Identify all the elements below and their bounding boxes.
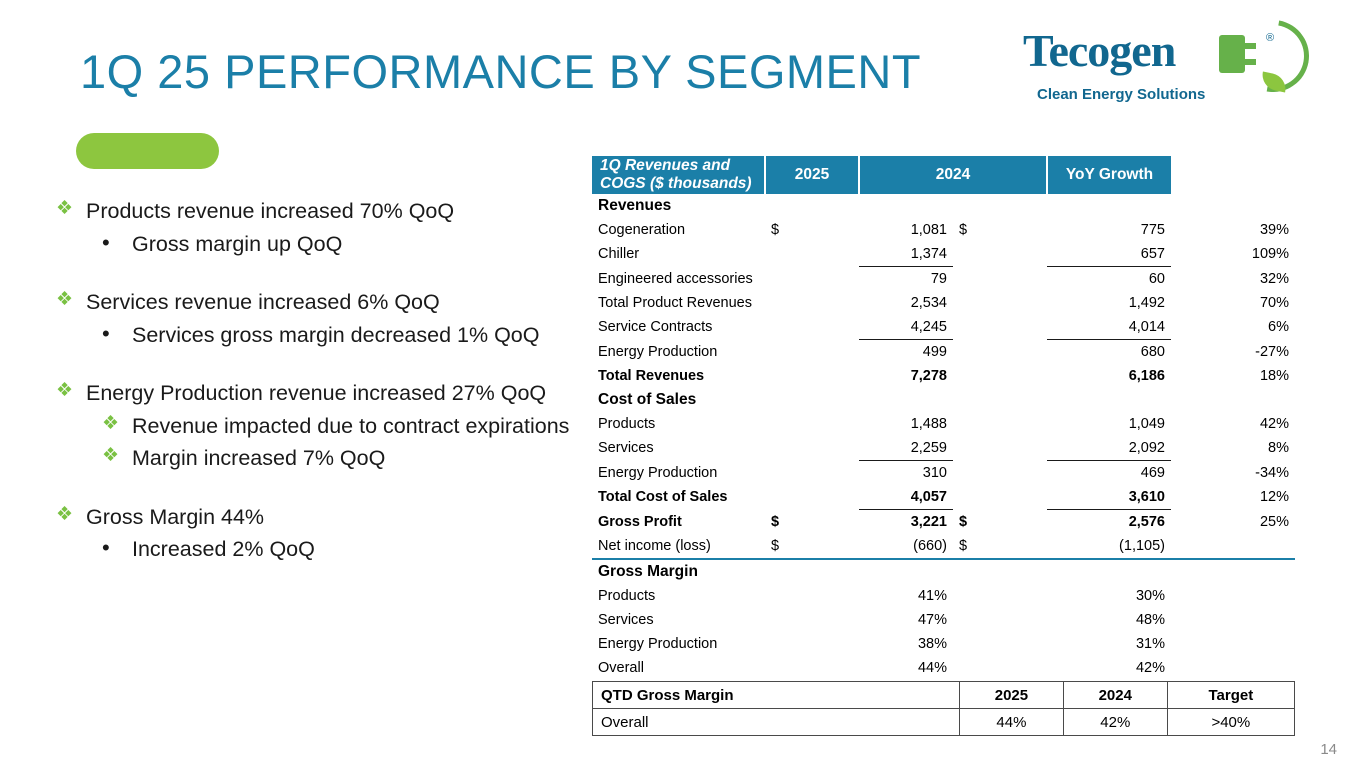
row-label: Gross Profit (598, 513, 682, 530)
logo-registered-mark: ® (1266, 32, 1275, 44)
currency-2024 (953, 436, 1047, 461)
value-2024: 2,576 (1047, 510, 1171, 535)
currency-2024 (953, 315, 1047, 340)
value-2024: 775 (1140, 222, 1165, 238)
value-2025: 1,374 (910, 246, 947, 262)
value-2024: 6,186 (1128, 368, 1165, 384)
table-row (592, 340, 1295, 365)
currency-2025 (765, 340, 859, 365)
value-yoy: 6% (1268, 319, 1289, 336)
list-item (52, 502, 582, 533)
value-yoy: 42% (1259, 416, 1289, 432)
spacer (52, 352, 582, 378)
page-title: 1Q 25 PERFORMANCE BY SEGMENT (80, 45, 922, 98)
row-label: Total Cost of Sales (598, 489, 728, 506)
value-2024: 2,092 (1128, 440, 1165, 456)
currency-2024 (953, 291, 1047, 315)
value-2024: (1,105) (1047, 534, 1171, 559)
currency-2024 (953, 656, 1047, 680)
value-yoy: -27% (1255, 343, 1289, 360)
list-item (98, 443, 582, 474)
value-2024: 1,492 (1128, 295, 1165, 311)
value-2025: 2,259 (910, 440, 947, 456)
table-row (592, 291, 1295, 315)
list-item (52, 196, 582, 227)
leaf-bullet-icon: ❖ (56, 380, 74, 402)
list-item (52, 378, 582, 409)
currency-2025 (765, 485, 859, 510)
value-2024: 3,610 (1128, 489, 1165, 505)
value-2025: 4,057 (910, 489, 947, 505)
table-row (593, 709, 1295, 736)
leaf-bullet-icon: ❖ (56, 198, 74, 219)
currency-2025 (765, 436, 859, 461)
dot-bullet-icon: • (102, 229, 110, 255)
column-header-qtd-2025: 2025 (960, 682, 1064, 709)
list-item-label: Products revenue increased 70% QoQ (86, 199, 455, 223)
list-item (98, 229, 582, 260)
list-item-label: Gross margin up QoQ (132, 231, 343, 256)
spacer (52, 261, 582, 287)
leaf-bullet-icon: ❖ (102, 445, 120, 467)
table-header-row (593, 682, 1295, 709)
list-item-label: Services gross margin decreased 1% QoQ (132, 322, 540, 347)
value-yoy: 39% (1259, 222, 1289, 238)
value-yoy (1171, 656, 1295, 680)
leaf-bullet-icon: ❖ (56, 289, 74, 311)
page-number: 14 (1320, 741, 1337, 758)
row-label: Service Contracts (598, 319, 713, 336)
currency-2024 (953, 267, 1047, 292)
row-label: Services (598, 440, 654, 457)
financials-table (592, 156, 1295, 680)
currency-2025: $ (771, 513, 780, 530)
value-2025: 44% (960, 709, 1064, 736)
value-yoy: 32% (1259, 270, 1289, 287)
table-row (592, 584, 1295, 608)
value-2025: 79 (859, 267, 953, 292)
value-2024: 30% (1135, 588, 1165, 604)
currency-2025 (765, 267, 859, 292)
currency-2024: $ (959, 513, 968, 530)
currency-2025 (765, 364, 859, 388)
row-label: Products (598, 416, 656, 432)
row-label: Energy Production (598, 343, 718, 360)
logo-wordmark: Tecogen (1023, 25, 1176, 76)
logo-tagline: Clean Energy Solutions (1037, 86, 1206, 103)
section-label: Cost of Sales (598, 391, 697, 408)
row-label: Overall (593, 709, 960, 736)
row-label: Products (598, 588, 656, 604)
currency-2024 (953, 364, 1047, 388)
value-2025: 7,278 (910, 368, 947, 384)
table-row (592, 242, 1295, 267)
table-row (592, 632, 1295, 656)
list-item-label: Increased 2% QoQ (132, 537, 315, 562)
currency-2025: $ (771, 222, 780, 238)
value-yoy: 70% (1259, 295, 1289, 311)
list-item-label: Services revenue increased 6% QoQ (86, 290, 440, 315)
currency-2024 (953, 485, 1047, 510)
table-row (592, 510, 1295, 535)
spacer (52, 476, 582, 502)
table-row (592, 608, 1295, 632)
currency-2024: $ (959, 222, 968, 238)
table-row (592, 485, 1295, 510)
list-item-label: Energy Production revenue increased 27% QoQ (86, 381, 547, 406)
table-row (592, 315, 1295, 340)
section-label: Revenues (598, 197, 672, 214)
value-2025: 47% (917, 612, 947, 628)
value-yoy (1171, 608, 1295, 632)
qtd-gross-margin-table (592, 681, 1295, 736)
table-row (592, 534, 1295, 559)
value-2025: 4,245 (910, 319, 947, 335)
currency-2025 (765, 412, 859, 436)
currency-2024 (953, 632, 1047, 656)
value-yoy: 109% (1251, 246, 1289, 263)
value-2024: 42% (1063, 709, 1167, 736)
value-2024: 657 (1140, 246, 1165, 262)
list-item (52, 287, 582, 318)
leaf-bullet-icon: ❖ (102, 412, 120, 434)
currency-2024 (953, 242, 1047, 267)
table-header-row (592, 156, 1295, 194)
value-2025: 41% (917, 588, 947, 604)
table-section-row (592, 388, 1295, 412)
green-pill-shape (76, 133, 219, 169)
value-yoy: 12% (1259, 489, 1289, 506)
value-2024: 469 (1047, 461, 1171, 486)
row-label: Services (598, 612, 654, 628)
table-row (592, 218, 1295, 242)
value-2025: 38% (917, 636, 947, 652)
value-yoy (1171, 632, 1295, 656)
value-2025: 310 (859, 461, 953, 486)
list-item-label: Revenue impacted due to contract expirations (132, 413, 570, 438)
row-label: Cogeneration (598, 222, 686, 238)
value-2024: 4,014 (1128, 319, 1165, 335)
currency-2025 (765, 584, 859, 608)
value-2024: 42% (1135, 660, 1165, 676)
currency-2024 (953, 412, 1047, 436)
value-2024: 48% (1135, 612, 1165, 628)
table-row (592, 412, 1295, 436)
logo-swoosh-icon (1223, 6, 1323, 106)
value-2025: 499 (859, 340, 953, 365)
list-item (98, 320, 582, 351)
column-header-2025: 2025 (765, 156, 859, 194)
table-row (592, 364, 1295, 388)
currency-2025 (765, 242, 859, 267)
value-yoy: 8% (1268, 440, 1289, 457)
dot-bullet-icon: • (102, 320, 110, 346)
section-label: Gross Margin (598, 563, 698, 580)
value-2025: 3,221 (859, 510, 953, 535)
value-2024: 31% (1135, 636, 1165, 652)
value-yoy: 25% (1259, 513, 1289, 530)
column-header-2024: 2024 (859, 156, 1047, 194)
row-label: Net income (loss) (592, 534, 765, 559)
currency-2025 (765, 315, 859, 340)
column-header-metric: 1Q Revenues and COGS ($ thousands) (592, 156, 765, 194)
value-2025: 44% (917, 660, 947, 676)
value-2025: 1,081 (910, 222, 947, 238)
value-yoy (1171, 584, 1295, 608)
currency-2025 (765, 632, 859, 656)
value-2025: 2,534 (910, 295, 947, 311)
list-item-label: Gross Margin 44% (86, 504, 265, 529)
value-2024: 680 (1047, 340, 1171, 365)
value-2025: (660) (859, 534, 953, 559)
value-target: >40% (1167, 709, 1294, 736)
currency-2025 (765, 291, 859, 315)
row-label: Overall (598, 660, 644, 676)
currency-2024 (953, 340, 1047, 365)
currency-2025: $ (765, 534, 859, 559)
dot-bullet-icon: • (102, 535, 110, 561)
table-row (592, 267, 1295, 292)
row-label: Chiller (598, 246, 640, 263)
row-label: Engineered accessories (598, 270, 753, 287)
column-header-yoy: YoY Growth (1047, 156, 1171, 194)
leaf-bullet-icon: ❖ (56, 503, 74, 525)
currency-2024 (953, 584, 1047, 608)
value-yoy: -34% (1255, 464, 1289, 481)
row-label: Total Product Revenues (598, 295, 752, 311)
currency-2024: $ (953, 534, 1047, 559)
tecogen-logo (1023, 18, 1303, 118)
list-item (98, 411, 582, 442)
row-label: Energy Production (598, 464, 718, 481)
list-item-label: Margin increased 7% QoQ (132, 446, 386, 471)
table-row (592, 436, 1295, 461)
value-2024: 60 (1047, 267, 1171, 292)
column-header-qtd-2024: 2024 (1063, 682, 1167, 709)
bullet-list (52, 196, 582, 567)
currency-2025 (765, 608, 859, 632)
list-item (98, 534, 582, 565)
column-header-qtd-target: Target (1167, 682, 1294, 709)
value-yoy: 18% (1259, 368, 1289, 384)
row-label: Energy Production (598, 636, 718, 652)
row-label: Total Revenues (598, 368, 705, 384)
value-2024: 1,049 (1128, 416, 1165, 432)
column-header-qtd-metric: QTD Gross Margin (593, 682, 960, 709)
currency-2024 (953, 461, 1047, 486)
table-section-row (592, 194, 1295, 218)
table-section-row (592, 559, 1295, 584)
table-row (592, 461, 1295, 486)
table-row (592, 656, 1295, 680)
currency-2024 (953, 608, 1047, 632)
currency-2025 (765, 656, 859, 680)
value-2025: 1,488 (910, 416, 947, 432)
currency-2025 (765, 461, 859, 486)
value-yoy (1171, 534, 1295, 559)
